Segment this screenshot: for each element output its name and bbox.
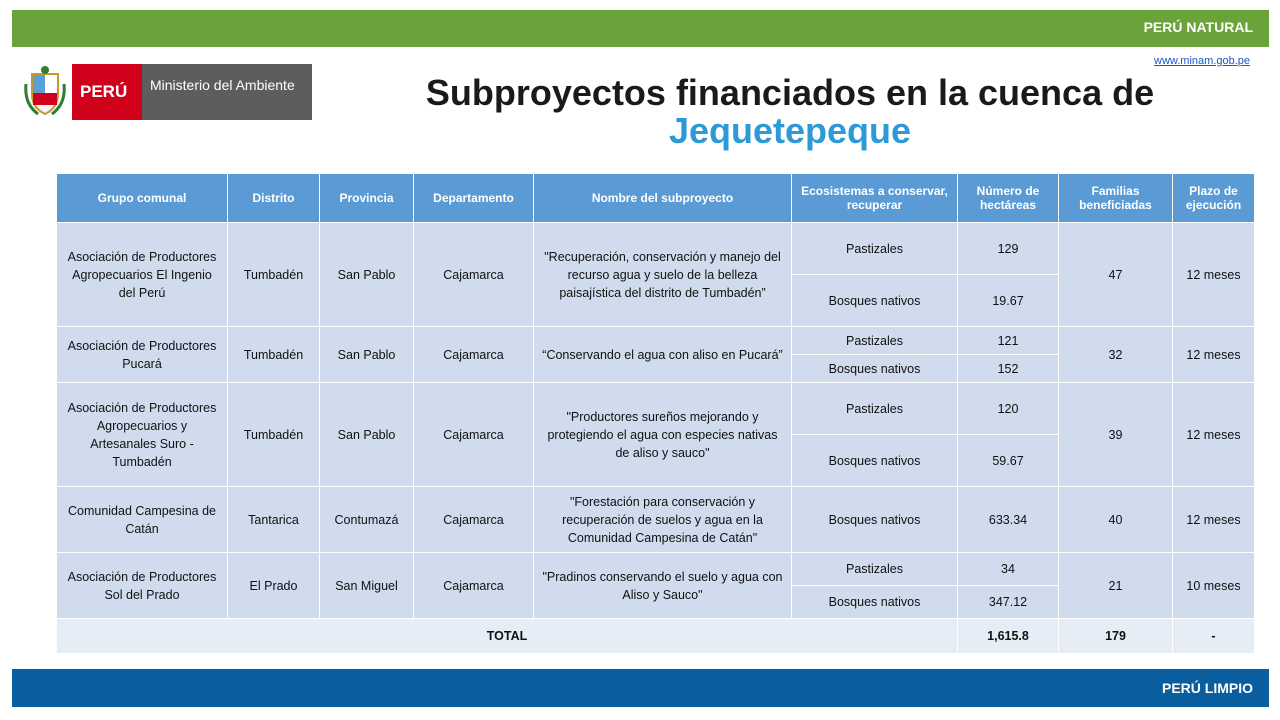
cell-provincia: San Pablo (320, 383, 414, 487)
cell-hectareas: 19.67 (958, 275, 1059, 327)
cell-plazo: 12 meses (1173, 383, 1255, 487)
cell-ecosistema: Bosques nativos (792, 355, 958, 383)
cell-plazo: 12 meses (1173, 223, 1255, 327)
ministry-logo-box (142, 64, 312, 120)
column-header: Familias beneficiadas (1059, 174, 1173, 223)
cell-departamento: Cajamarca (414, 487, 534, 553)
table-row (57, 223, 1255, 275)
cell-plazo: 12 meses (1173, 327, 1255, 383)
brand-top-label: PERÚ NATURAL (1143, 19, 1253, 35)
cell-grupo: Asociación de Productores Sol del Prado (57, 553, 228, 619)
cell-provincia: Contumazá (320, 487, 414, 553)
table-row (57, 383, 1255, 435)
cell-ecosistema: Bosques nativos (792, 586, 958, 619)
cell-ecosistema: Bosques nativos (792, 487, 958, 553)
cell-hectareas: 152 (958, 355, 1059, 383)
cell-grupo: Asociación de Productores Pucará (57, 327, 228, 383)
cell-nombre: “Conservando el agua con aliso en Pucará” (534, 327, 792, 383)
cell-grupo: Comunidad Campesina de Catán (57, 487, 228, 553)
cell-departamento: Cajamarca (414, 383, 534, 487)
cell-distrito: Tumbadén (228, 327, 320, 383)
cell-familias: 21 (1059, 553, 1173, 619)
cell-plazo: 10 meses (1173, 553, 1255, 619)
column-header: Ecosistemas a conservar, recuperar (792, 174, 958, 223)
cell-ecosistema: Pastizales (792, 553, 958, 586)
column-header: Distrito (228, 174, 320, 223)
top-banner (12, 10, 1269, 47)
bottom-banner (12, 669, 1269, 707)
cell-grupo: Asociación de Productores Agropecuarios El Ingenio del Perú (57, 223, 228, 327)
total-hectareas: 1,615.8 (958, 619, 1059, 654)
cell-hectareas: 34 (958, 553, 1059, 586)
column-header: Nombre del subproyecto (534, 174, 792, 223)
peru-logo-box (72, 64, 142, 120)
logo-ministry: Ministerio del Ambiente (150, 77, 295, 93)
cell-ecosistema: Pastizales (792, 383, 958, 435)
cell-distrito: Tantarica (228, 487, 320, 553)
ministry-logo (24, 62, 312, 120)
cell-provincia: San Pablo (320, 223, 414, 327)
cell-grupo: Asociación de Productores Agropecuarios y Artesanales Suro - Tumbadén (57, 383, 228, 487)
table-row (57, 487, 1255, 553)
cell-familias: 40 (1059, 487, 1173, 553)
total-plazo: - (1173, 619, 1255, 654)
cell-departamento: Cajamarca (414, 223, 534, 327)
cell-provincia: San Pablo (320, 327, 414, 383)
column-header: Provincia (320, 174, 414, 223)
title-line-1: Subproyectos financiados en la cuenca de (425, 72, 1155, 113)
cell-hectareas: 59.67 (958, 435, 1059, 487)
column-header: Plazo de ejecución (1173, 174, 1255, 223)
page-title (400, 74, 1180, 150)
cell-distrito: Tumbadén (228, 223, 320, 327)
total-label: TOTAL (57, 619, 958, 654)
cell-nombre: "Pradinos conservando el suelo y agua con Aliso y Sauco" (534, 553, 792, 619)
logo-country: PERÚ (80, 82, 128, 101)
cell-distrito: Tumbadén (228, 383, 320, 487)
coat-of-arms-icon (24, 64, 66, 118)
cell-ecosistema: Bosques nativos (792, 275, 958, 327)
title-line-2: Jequetepeque (668, 110, 912, 151)
cell-nombre: "Productores sureños mejorando y protegiendo el agua con especies nativas de aliso y sauco" (534, 383, 792, 487)
cell-hectareas: 121 (958, 327, 1059, 355)
brand-bottom-label: PERÚ LIMPIO (1161, 680, 1253, 696)
column-header: Número de hectáreas (958, 174, 1059, 223)
cell-hectareas: 347.12 (958, 586, 1059, 619)
cell-hectareas: 633.34 (958, 487, 1059, 553)
cell-hectareas: 129 (958, 223, 1059, 275)
cell-plazo: 12 meses (1173, 487, 1255, 553)
cell-ecosistema: Pastizales (792, 327, 958, 355)
cell-nombre: "Recuperación, conservación y manejo del recurso agua y suelo de la belleza paisajística del distrito de Tumbadén” (534, 223, 792, 327)
cell-familias: 39 (1059, 383, 1173, 487)
cell-distrito: El Prado (228, 553, 320, 619)
table-row (57, 553, 1255, 586)
cell-departamento: Cajamarca (414, 553, 534, 619)
cell-provincia: San Miguel (320, 553, 414, 619)
website-link[interactable]: www.minam.gob.pe (1154, 55, 1250, 67)
subprojects-table (56, 173, 1255, 654)
column-header: Departamento (414, 174, 534, 223)
column-header: Grupo comunal (57, 174, 228, 223)
cell-ecosistema: Bosques nativos (792, 435, 958, 487)
cell-hectareas: 120 (958, 383, 1059, 435)
cell-familias: 32 (1059, 327, 1173, 383)
cell-nombre: "Forestación para conservación y recuperación de suelos y agua en la Comunidad Campesina de Catán" (534, 487, 792, 553)
cell-ecosistema: Pastizales (792, 223, 958, 275)
total-row (57, 619, 1255, 654)
table-row (57, 327, 1255, 355)
total-familias: 179 (1059, 619, 1173, 654)
cell-departamento: Cajamarca (414, 327, 534, 383)
table-header-row (57, 174, 1255, 223)
cell-familias: 47 (1059, 223, 1173, 327)
